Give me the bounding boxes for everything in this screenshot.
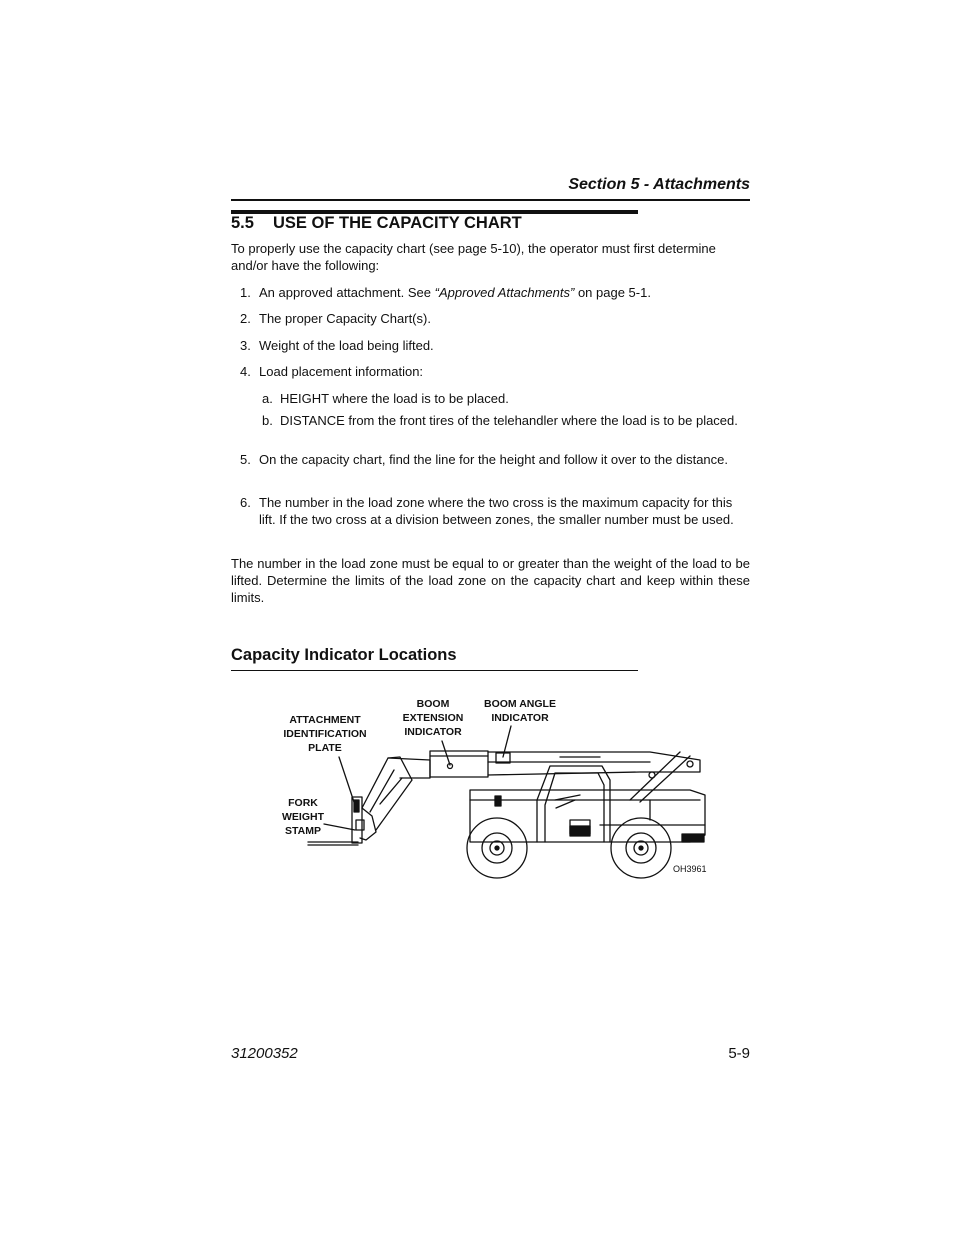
- subsection-heading: Capacity Indicator Locations: [231, 646, 457, 664]
- section-header: Section 5 - Attachments: [568, 176, 750, 193]
- step-text: An approved attachment. See “Approved Attachments” on page 5-1.: [259, 285, 651, 300]
- leader-line: [442, 741, 450, 765]
- intro-paragraph: To properly use the capacity chart (see page 5-10), the operator must first determine and/or have the following:: [231, 241, 716, 273]
- leader-line: [324, 824, 355, 830]
- step-number: 6.: [240, 495, 251, 510]
- step-number: 1.: [240, 285, 251, 300]
- front-wheel: [467, 818, 527, 878]
- step-text: Weight of the load being lifted.: [259, 338, 434, 353]
- cross-reference: “Approved Attachments”: [434, 285, 575, 300]
- document-number: 31200352: [231, 1045, 298, 1062]
- step-text: The number in the load zone where the two cross is the maximum capacity for this lift. If the two cross at a division between zones, the smaller number must be used.: [259, 495, 734, 527]
- step-text: On the capacity chart, find the line for the height and follow it over to the distance.: [259, 452, 728, 467]
- boom-cylinder: [630, 752, 693, 802]
- step-number: 4.: [240, 364, 251, 379]
- step-text: Load placement information:: [259, 364, 424, 379]
- callout-boom-extension: BOOM EXTENSION INDICATOR: [402, 698, 464, 738]
- step-number: 3.: [240, 338, 251, 353]
- closing-paragraph: The number in the load zone must be equal to or greater than the weight of the load to be lifted. Determine the limits of the load zone on the capacity chart and keep within these limits.: [231, 556, 750, 605]
- step-text: The proper Capacity Chart(s).: [259, 311, 431, 326]
- callout-fork-weight: FORK WEIGHT STAMP: [282, 797, 324, 837]
- callout-attachment-plate: ATTACHMENT IDENTIFICATION PLATE: [283, 714, 367, 754]
- rear-wheel: [611, 818, 671, 878]
- step-number: 5.: [240, 452, 251, 467]
- substep-text: DISTANCE from the front tires of the telehandler where the load is to be placed.: [280, 413, 738, 428]
- callout-boom-angle: BOOM ANGLE INDICATOR: [484, 698, 556, 724]
- figure-code: OH3961: [673, 864, 707, 874]
- substep-text: HEIGHT where the load is to be placed.: [280, 391, 509, 406]
- page-number: 5-9: [728, 1045, 750, 1062]
- heading-number: 5.5: [231, 214, 254, 232]
- step-number: 2.: [240, 311, 251, 326]
- substep-letter: a.: [262, 391, 273, 406]
- forks: [308, 842, 358, 845]
- operator-cab: [537, 766, 610, 842]
- substep-letter: b.: [262, 413, 273, 428]
- heading-title: USE OF THE CAPACITY CHART: [273, 214, 522, 232]
